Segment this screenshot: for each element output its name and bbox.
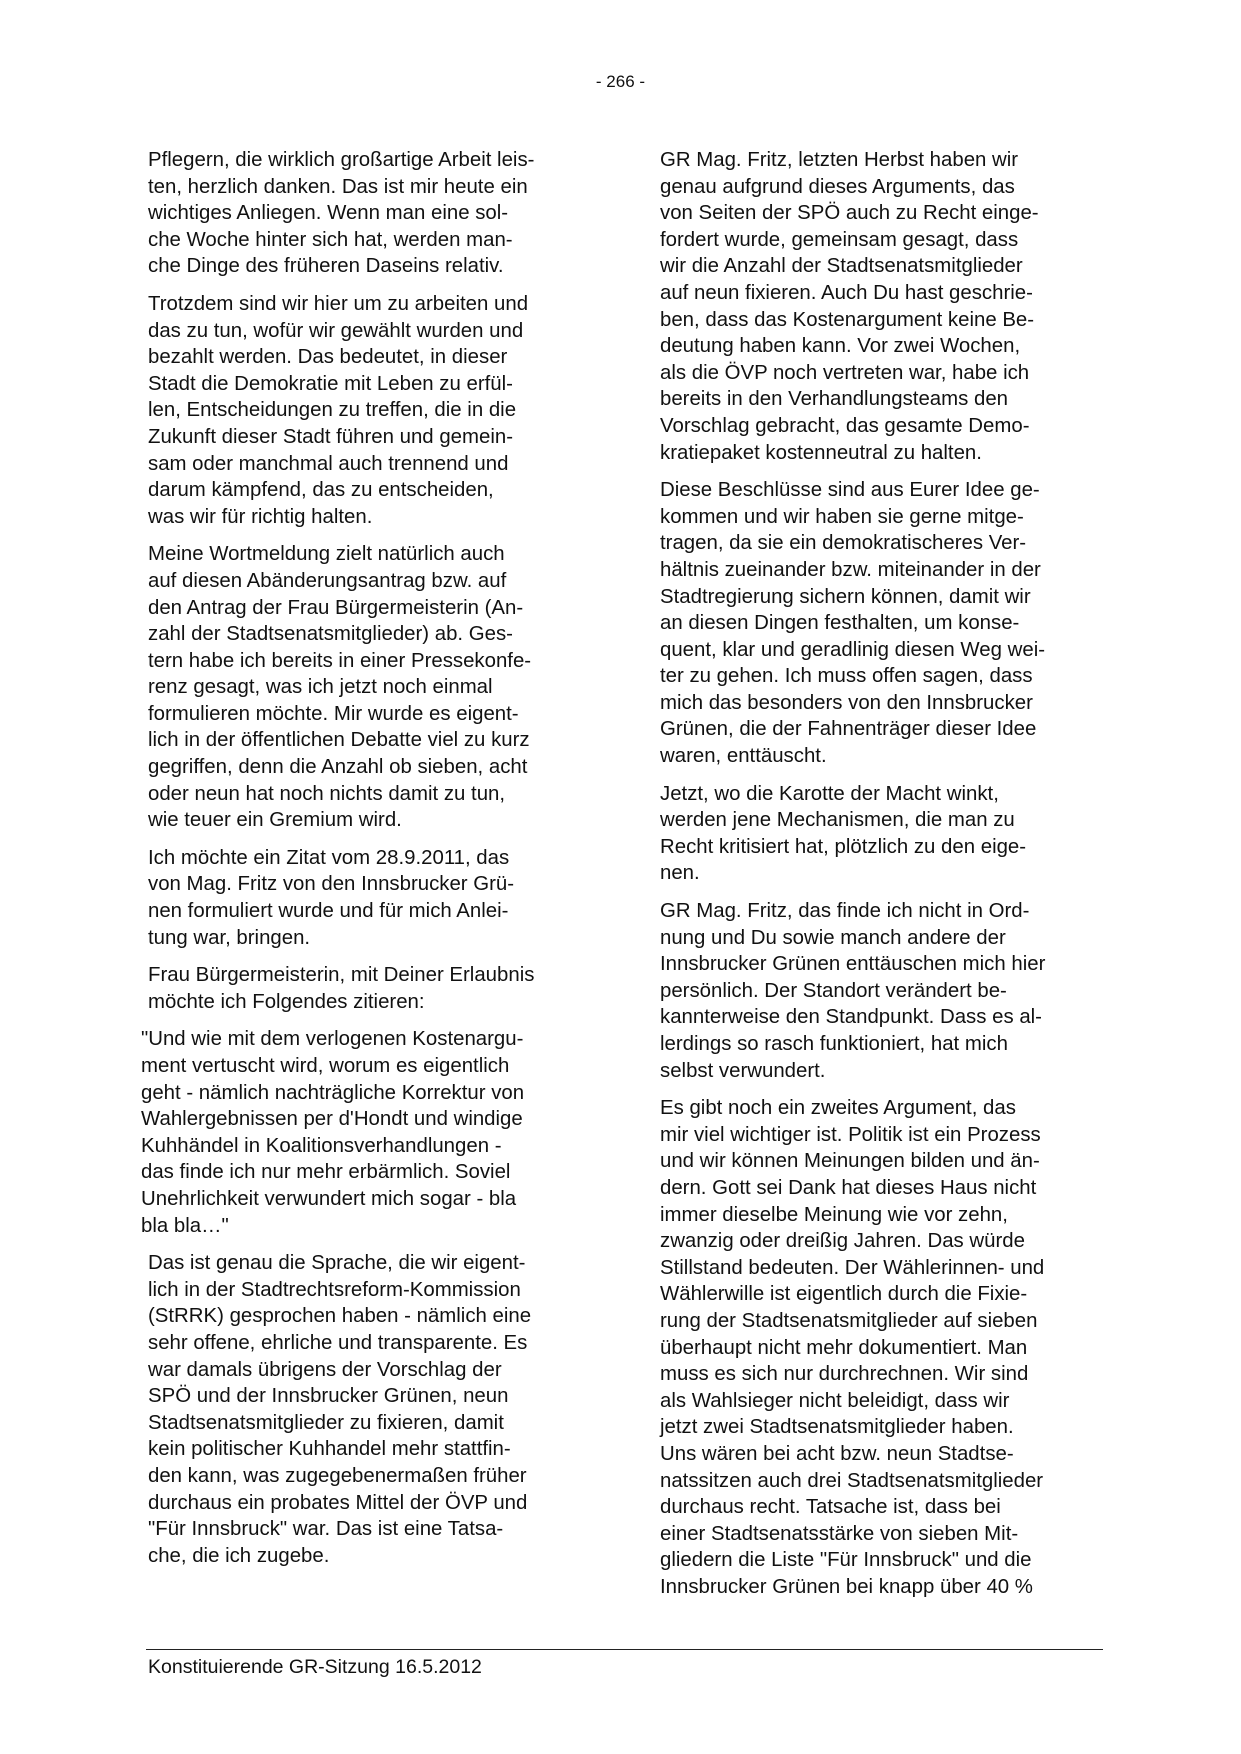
- right-column: [660, 147, 1100, 1611]
- paragraph: Trotzdem sind wir hier um zu arbeiten und das zu tun, wofür wir gewählt wurden und bezahlt werden. Das bedeutet, in dieser Stadt die Demokratie mit Leben zu erfül- len, Entscheidungen zu treffen, die in die Zukunft dieser Stadt führen und gemein- sam oder manchmal auch trennend und darum kämpfend, das zu entscheiden, was wir für richtig halten.: [148, 292, 529, 528]
- footer-text: Konstituierende GR-Sitzung 16.5.2012: [148, 1656, 482, 1678]
- paragraph: Pflegern, die wirklich großartige Arbeit leis- ten, herzlich danken. Das ist mir heute ein wichtiges Anliegen. Wenn man eine sol- che Woche hinter sich hat, werden man- che Dinge des früheren Daseins relativ.: [148, 149, 535, 278]
- left-column: [141, 147, 588, 1580]
- paragraph: Das ist genau die Sprache, die wir eigent- lich in der Stadtrechtsreform-Kommission (StRRK) gesprochen haben - nämlich eine sehr offene, ehrliche und transparente. Es war damals übrigens der Vorschlag der SPÖ und der Innsbrucker Grünen, neun Stadtsenatsmitglieder zu fixieren, damit kein politischer Kuhhandel mehr stattfin- den kann, was zugegebenermaßen früher durchaus ein probates Mittel der ÖVP und "Für Innsbruck" war. Das ist eine Tatsa- che, die ich zugebe.: [148, 1252, 532, 1567]
- quote-paragraph: "Und wie mit dem verlogenen Kostenargu- ment vertuscht wird, worum es eigentlich geht - nämlich nachträgliche Korrektur von Wahlergebnissen per d'Hondt und windige Kuhhändel in Koalitionsverhandlungen - das finde ich nur mehr erbärmlich. Soviel Unehrlichkeit verwundert mich sogar - bla bla bla…": [141, 1028, 525, 1237]
- paragraph: Ich möchte ein Zitat vom 28.9.2011, das von Mag. Fritz von den Innsbrucker Grü- nen formuliert wurde und für mich Anlei- tung war, bringen.: [148, 846, 515, 949]
- paragraph: Es gibt noch ein zweites Argument, das mir viel wichtiger ist. Politik ist ein Prozess und wir können Meinungen bilden und än- dern. Gott sei Dank hat dieses Haus nicht immer dieselbe Meinung wie vor zehn, zwanzig oder dreißig Jahren. Das würde Stillstand bedeuten. Der Wählerinnen- und Wählerwille ist eigentlich durch die Fixie- rung der Stadtsenatsmitglieder auf sieben überhaupt nicht mehr dokumentiert. Man muss es sich nur durchrechnen. Wir sind als Wahlsieger nicht beleidigt, dass wir jetzt zwei Stadtsenatsmitglieder haben. Uns wären bei acht bzw. neun Stadtse- natssitzen auch drei Stadtsenatsmitglieder durchaus recht. Tatsache ist, dass bei einer Stadtsenatsstärke von sieben Mit- gliedern die Liste "Für Innsbruck" und die Innsbrucker Grünen bei knapp über 40 %: [660, 1097, 1045, 1598]
- paragraph: Diese Beschlüsse sind aus Eurer Idee ge- kommen und wir haben sie gerne mitge- tragen, da sie ein demokratischeres Ver- hältnis zueinander bzw. miteinander in der Stadtregierung sichern können, damit wir an diesen Dingen festhalten, um konse- quent, klar und geradlinig diesen Weg wei- ter zu gehen. Ich muss offen sagen, dass mich das besonders von den Innsbrucker Grünen, die der Fahnenträger dieser Idee waren, enttäuscht.: [660, 479, 1046, 768]
- paragraph: Meine Wortmeldung zielt natürlich auch auf diesen Abänderungsantrag bzw. auf den Antrag der Frau Bürgermeisterin (An- zahl der Stadtsenatsmitglieder) ab. Ges- tern habe ich bereits in einer Pressekonfe- renz gesagt, was ich jetzt noch einmal formulieren möchte. Mir wurde es eigent- lich in der öffentlichen Debatte viel zu kurz gegriffen, denn die Anzahl ob sieben, acht oder neun hat noch nichts damit zu tun, wie teuer ein Gremium wird.: [148, 543, 532, 832]
- paragraph: Jetzt, wo die Karotte der Macht winkt, werden jene Mechanismen, die man zu Recht kritisiert hat, plötzlich zu den eige- nen.: [660, 782, 1027, 885]
- paragraph: GR Mag. Fritz, das finde ich nicht in Ord- nung und Du sowie manch andere der Innsbrucker Grünen enttäuschen mich hier persönlich. Der Standort verändert be- kannterweise den Standpunkt. Dass es al- lerdings so rasch funktioniert, hat mich selbst verwundert.: [660, 900, 1046, 1082]
- paragraph: GR Mag. Fritz, letzten Herbst haben wir genau aufgrund dieses Arguments, das von Seiten der SPÖ auch zu Recht einge- fordert wurde, gemeinsam gesagt, dass wir die Anzahl der Stadtsenatsmitglieder auf neun fixieren. Auch Du hast geschrie- ben, dass das Kostenargument keine Be- deutung haben kann. Vor zwei Wochen, als die ÖVP noch vertreten war, habe ich bereits in den Verhandlungsteams den Vorschlag gebracht, das gesamte Demo- kratiepaket kostenneutral zu halten.: [660, 149, 1039, 464]
- paragraph: Frau Bürgermeisterin, mit Deiner Erlaubnis möchte ich Folgendes zitieren:: [148, 964, 535, 1013]
- footer-divider: [146, 1649, 1103, 1650]
- page-number: - 266 -: [595, 72, 646, 91]
